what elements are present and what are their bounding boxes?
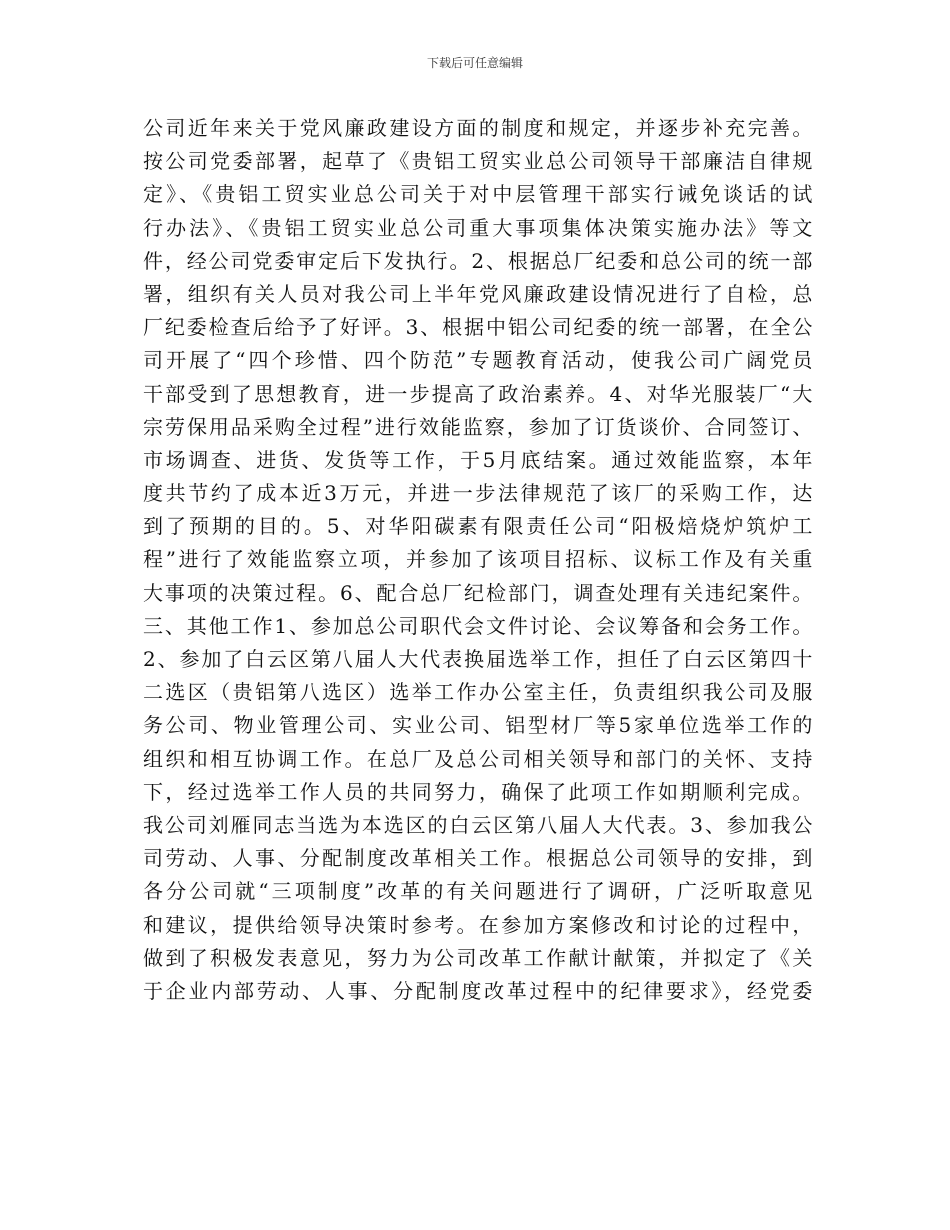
text-line: 度共节约了成本近3万元，并进一步法律规范了该厂的采购工作，达 (143, 481, 813, 506)
text-line: 到了预期的目的。5、对华阳碳素有限责任公司“阳极焙烧炉筑炉工 (143, 514, 813, 539)
text-line: 市场调查、进货、发货等工作，于5月底结案。通过效能监察，本年 (143, 447, 813, 472)
text-line: 二选区（贵铝第八选区）选举工作办公室主任，负责组织我公司及服 (143, 680, 813, 705)
document-body (143, 112, 813, 1008)
text-line: 组织和相互协调工作。在总厂及总公司相关领导和部门的关怀、支持 (143, 746, 813, 771)
text-line: 下，经过选举工作人员的共同努力，确保了此项工作如期顺利完成。 (143, 779, 813, 804)
text-line: 按公司党委部署，起草了《贵铝工贸实业总公司领导干部廉洁自律规 (143, 149, 813, 174)
text-line: 署，组织有关人员对我公司上半年党风廉政建设情况进行了自检，总 (143, 281, 813, 306)
text-line: 于企业内部劳动、人事、分配制度改革过程中的纪律要求》，经党委 (143, 978, 813, 1003)
text-line: 大事项的决策过程。6、配合总厂纪检部门，调查处理有关违纪案件。 (143, 580, 813, 605)
page-header-note: 下载后可任意编辑 (426, 56, 523, 70)
text-line: 三、其他工作1、参加总公司职代会文件讨论、会议筹备和会务工作。 (143, 613, 813, 638)
text-line: 宗劳保用品采购全过程”进行效能监察，参加了订货谈价、合同签订、 (143, 414, 813, 439)
text-line: 行办法》、《贵铝工贸实业总公司重大事项集体决策实施办法》等文 (143, 215, 813, 240)
text-line: 司劳动、人事、分配制度改革相关工作。根据总公司领导的安排，到 (143, 846, 813, 871)
text-line: 定》、《贵铝工贸实业总公司关于对中层管理干部实行诫免谈话的试 (143, 182, 813, 207)
text-line: 和建议，提供给领导决策时参考。在参加方案修改和讨论的过程中， (143, 912, 813, 937)
text-line: 2、参加了白云区第八届人大代表换届选举工作，担任了白云区第四十 (143, 647, 813, 671)
text-line: 干部受到了思想教育，进一步提高了政治素养。4、对华光服装厂“大 (143, 381, 813, 406)
text-line: 务公司、物业管理公司、实业公司、铝型材厂等5家单位选举工作的 (143, 713, 813, 738)
text-line: 厂纪委检查后给予了好评。3、根据中铝公司纪委的统一部署，在全公 (143, 315, 813, 340)
text-line: 公司近年来关于党风廉政建设方面的制度和规定，并逐步补充完善。 (143, 116, 813, 140)
text-line: 各分公司就“三项制度”改革的有关问题进行了调研，广泛听取意见 (143, 879, 813, 904)
text-line: 我公司刘雁同志当选为本选区的白云区第八届人大代表。3、参加我公 (143, 812, 813, 837)
text-line: 做到了积极发表意见，努力为公司改革工作献计献策，并拟定了《关 (143, 945, 813, 970)
text-line: 司开展了“四个珍惜、四个防范”专题教育活动，使我公司广阔党员 (143, 348, 813, 373)
text-line: 程”进行了效能监察立项，并参加了该项目招标、议标工作及有关重 (143, 547, 813, 572)
text-line: 件，经公司党委审定后下发执行。2、根据总厂纪委和总公司的统一部 (143, 248, 813, 273)
